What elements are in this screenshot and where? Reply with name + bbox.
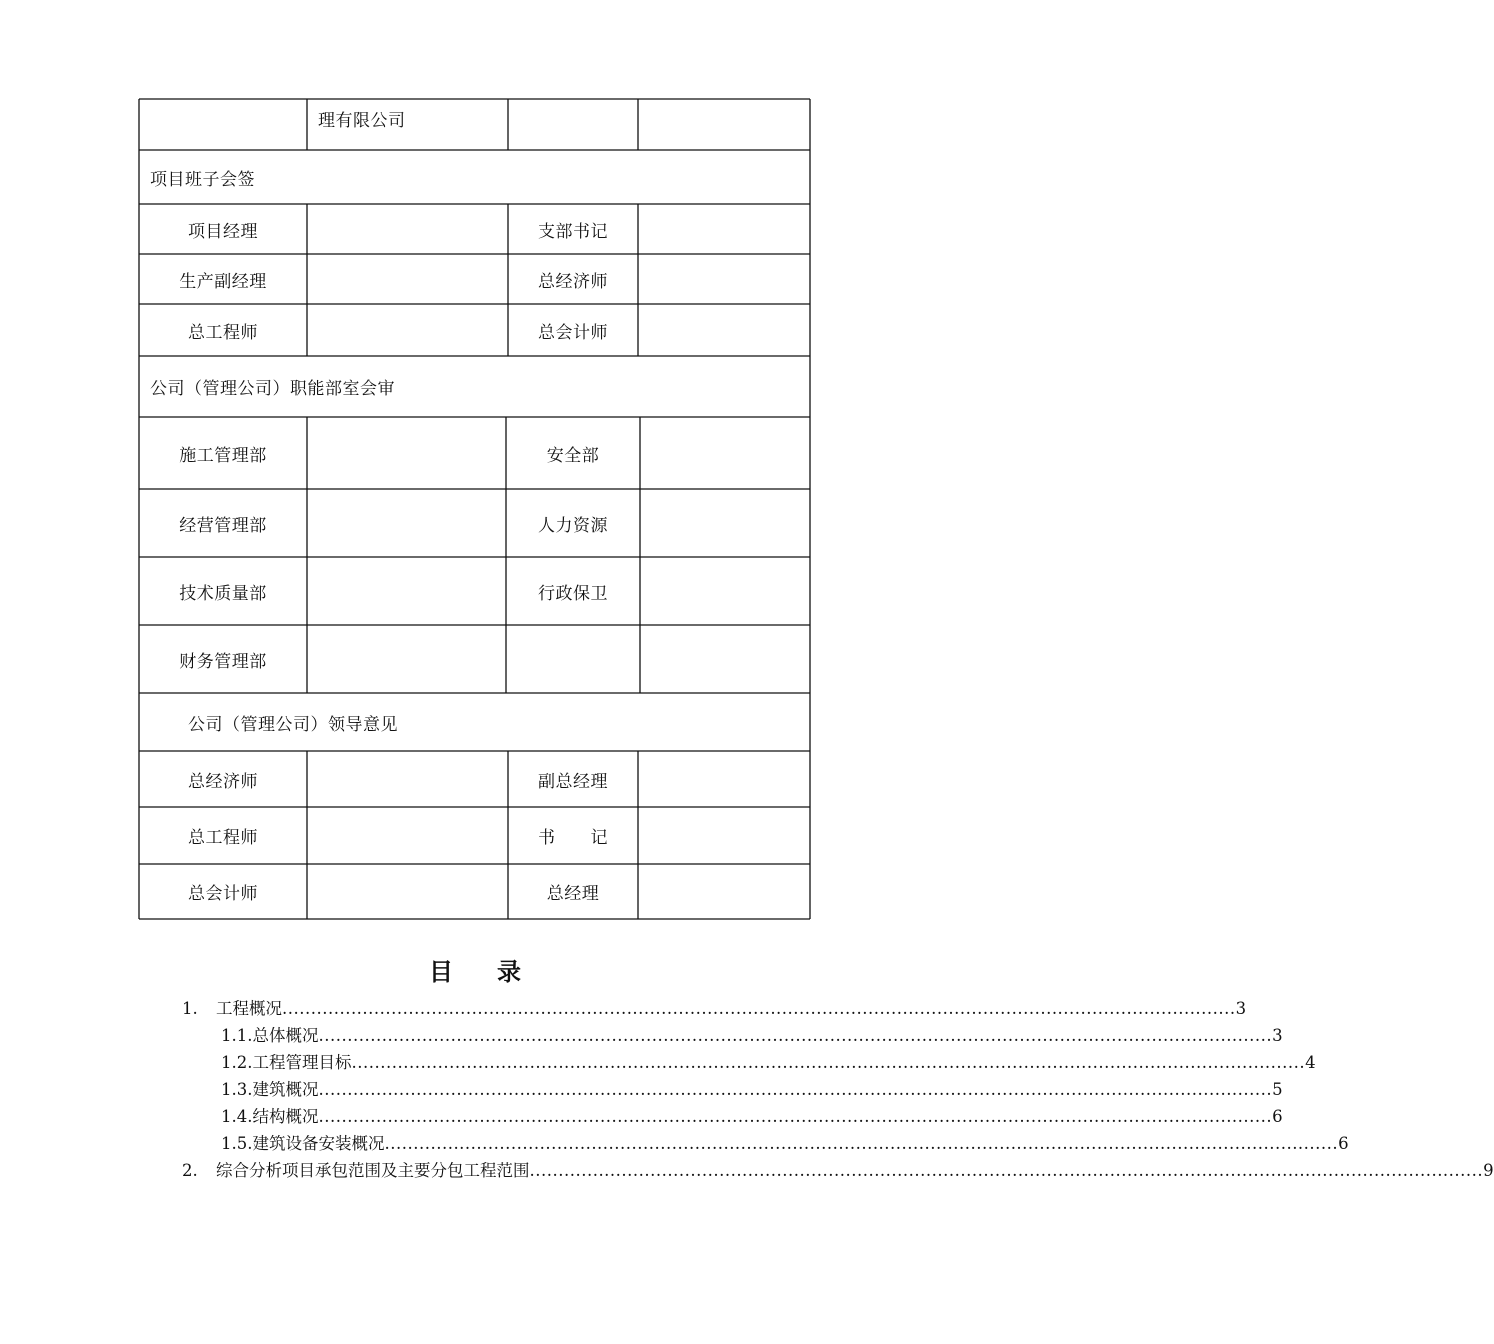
- toc-entry-page: 9: [1483, 1161, 1494, 1180]
- label-chief-economist: 总经济师: [538, 271, 608, 292]
- toc-entry-page: 3: [1272, 1026, 1283, 1045]
- label-leader-chief-engineer: 总工程师: [188, 828, 258, 848]
- label-project-manager: 项目经理: [188, 221, 258, 242]
- toc-leader-dots: ......................................................................................................................................................................: [318, 1080, 1273, 1099]
- label-chief-accountant: 总会计师: [538, 322, 608, 343]
- label-business-management-dept: 经营管理部: [179, 515, 267, 536]
- toc-entry-page: 6: [1272, 1107, 1283, 1126]
- section-heading-leader-opinion: 公司（管理公司）领导意见: [188, 714, 398, 735]
- toc-leader-dots: ......................................................................................................................................................................: [529, 1161, 1484, 1180]
- label-technical-quality-dept: 技术质量部: [179, 583, 267, 604]
- label-administration-security: 行政保卫: [538, 583, 608, 604]
- toc-entry[interactable]: [221, 1103, 1283, 1127]
- section-heading-department-review: 公司（管理公司）职能部室会审: [150, 379, 395, 399]
- label-chief-engineer: 总工程师: [188, 322, 258, 343]
- toc-entry-page: 6: [1338, 1134, 1349, 1153]
- label-safety-dept: 安全部: [546, 445, 600, 466]
- toc-entry-page: 5: [1272, 1080, 1283, 1099]
- label-branch-secretary: 支部书记: [538, 221, 608, 242]
- label-human-resources: 人力资源: [538, 515, 608, 536]
- label-general-manager: 总经理: [546, 884, 600, 904]
- toc-entry-text: 1.3.建筑概况: [221, 1080, 319, 1099]
- toc-leader-dots: ......................................................................................................................................................................: [318, 1026, 1273, 1045]
- toc-entry-text: 1.1.总体概况: [221, 1026, 319, 1045]
- toc-leader-dots: ......................................................................................................................................................................: [318, 1107, 1273, 1126]
- toc-entry[interactable]: [182, 995, 1247, 1019]
- toc-entry-text: 工程概况: [216, 999, 282, 1018]
- toc-title: 目录: [429, 958, 565, 986]
- label-construction-management-dept: 施工管理部: [179, 445, 267, 466]
- toc-entry-text: 1.2.工程管理目标: [221, 1053, 352, 1072]
- toc-leader-dots: ......................................................................................................................................................................: [282, 999, 1236, 1018]
- toc-entry-text: 1.5.建筑设备安装概况: [221, 1134, 385, 1153]
- section-heading-team-signoff: 项目班子会签: [150, 169, 255, 190]
- toc-entry[interactable]: [221, 1076, 1283, 1100]
- toc-entry[interactable]: [221, 1049, 1316, 1073]
- toc-entry-page: 3: [1235, 999, 1247, 1018]
- label-leader-chief-economist: 总经济师: [188, 771, 258, 792]
- toc-entry[interactable]: [221, 1130, 1349, 1154]
- table-cell-company-suffix: 理有限公司: [318, 110, 406, 131]
- toc-entry[interactable]: [182, 1157, 1494, 1181]
- label-production-deputy-manager: 生产副经理: [179, 271, 267, 292]
- toc-entry-number: 2.: [182, 1161, 198, 1180]
- label-deputy-general-manager: 副总经理: [538, 771, 608, 792]
- toc-entry-page: 4: [1305, 1053, 1316, 1072]
- label-secretary: 书 记: [538, 828, 608, 848]
- toc-entry-text: 综合分析项目承包范围及主要分包工程范围: [216, 1161, 530, 1180]
- toc-leader-dots: ......................................................................................................................................................................: [384, 1134, 1339, 1153]
- toc-leader-dots: ......................................................................................................................................................................: [351, 1053, 1306, 1072]
- toc-entry-number: 1.: [182, 999, 198, 1018]
- label-empty-right: [506, 625, 640, 693]
- toc-entry-text: 1.4.结构概况: [221, 1107, 319, 1126]
- label-finance-management-dept: 财务管理部: [179, 651, 267, 672]
- label-leader-chief-accountant: 总会计师: [188, 884, 258, 904]
- toc-entry[interactable]: [221, 1022, 1283, 1046]
